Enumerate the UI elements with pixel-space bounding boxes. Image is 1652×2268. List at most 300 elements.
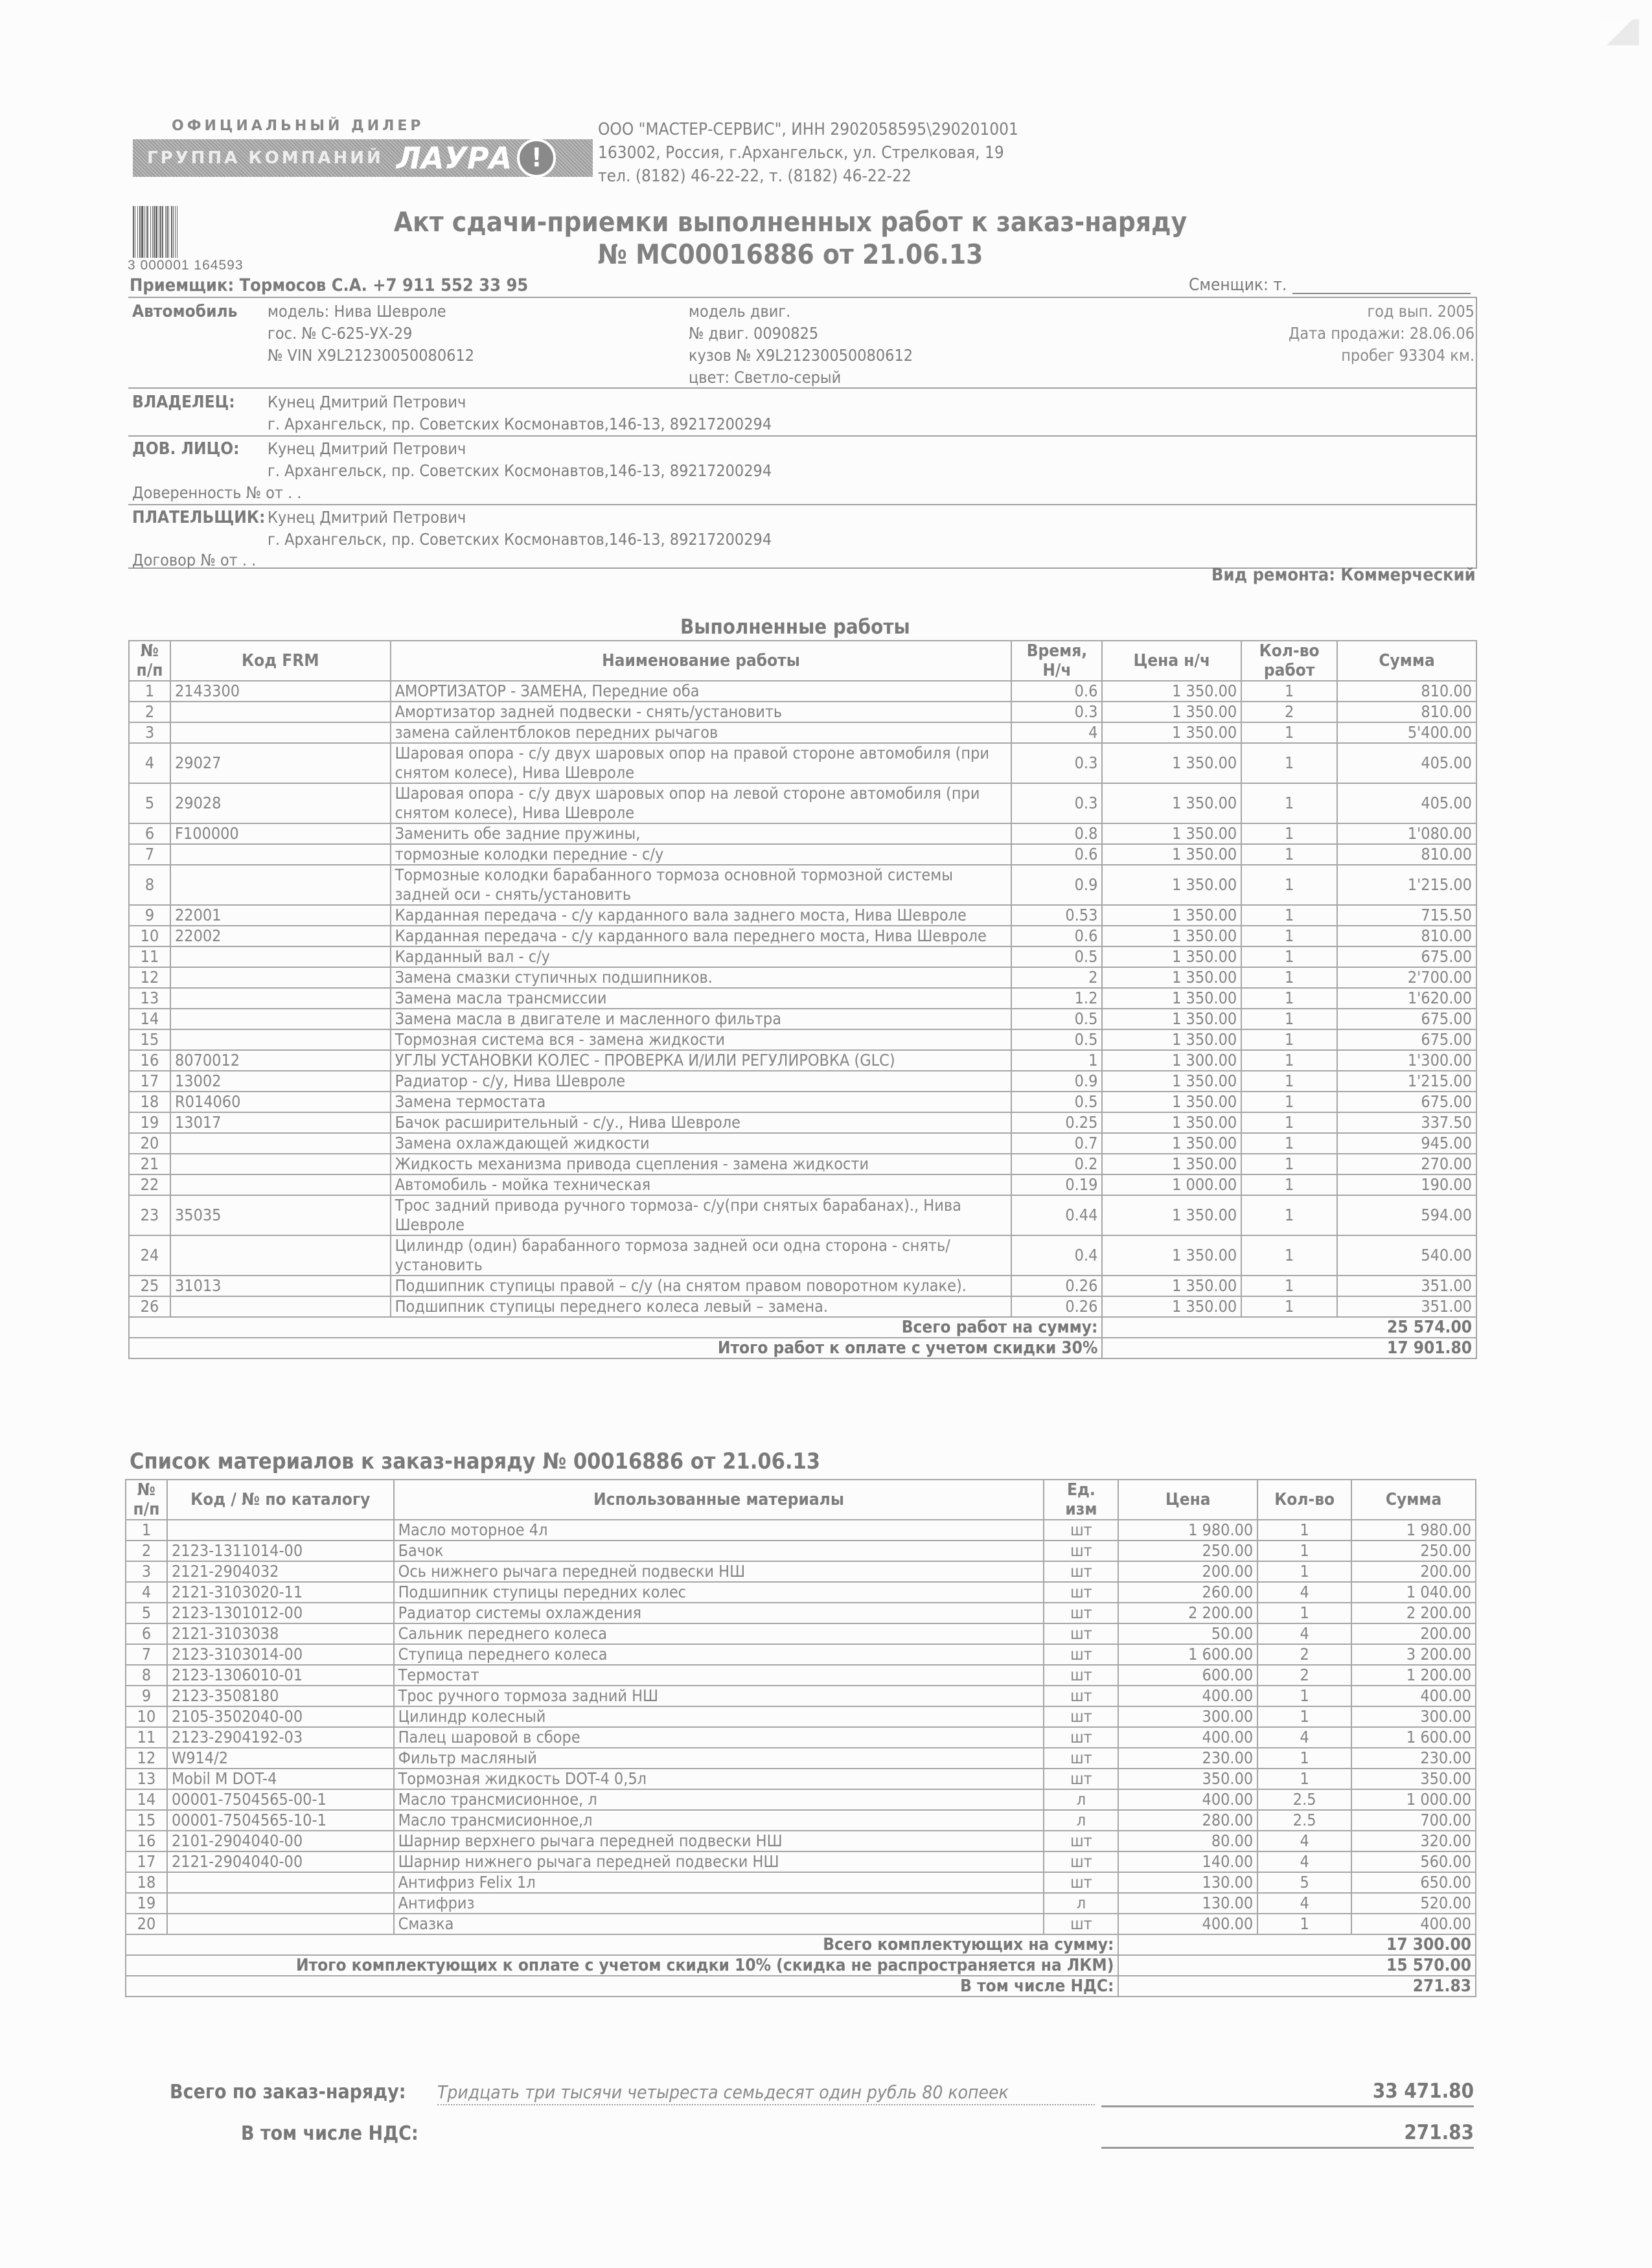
- materials-cell-code: [167, 1520, 394, 1541]
- works-cell-sum: 810.00: [1337, 681, 1476, 702]
- works-cell-sum: 715.50: [1337, 905, 1476, 926]
- works-row: [129, 1195, 1476, 1235]
- shifter-signature-line: [1292, 293, 1471, 294]
- works-cell-qty: 1: [1241, 1154, 1337, 1174]
- works-cell-name: Замена смазки ступичных подшипников.: [391, 967, 1012, 988]
- materials-cell-number: 8: [126, 1665, 167, 1686]
- works-cell-sum: 2'700.00: [1337, 967, 1476, 988]
- works-table: [128, 640, 1477, 1359]
- materials-cell-price: 350.00: [1118, 1769, 1257, 1789]
- works-cell-number: 5: [129, 783, 170, 823]
- works-cell-code: [170, 1296, 391, 1317]
- materials-cell-name: Тормозная жидкость DOT-4 0,5л: [394, 1769, 1044, 1789]
- works-cell-hours: 1.2: [1011, 988, 1102, 1009]
- materials-cell-name: Ступица переднего колеса: [394, 1644, 1044, 1665]
- works-row: [129, 1276, 1476, 1296]
- barcode-icon: [133, 206, 259, 258]
- works-cell-qty: 2: [1241, 702, 1337, 722]
- works-cell-qty: 1: [1241, 967, 1337, 988]
- materials-cell-qty: 1: [1257, 1706, 1351, 1727]
- materials-row: [126, 1810, 1476, 1831]
- col-header-number: № п/п: [126, 1480, 167, 1520]
- works-cell-name: Шаровая опора - с/у двух шаровых опор на левой стороне автомобиля (при снятом колесе), Нива Шевроле: [391, 783, 1012, 823]
- grand-total-label: Всего по заказ-наряду:: [170, 2081, 406, 2103]
- materials-cell-qty: 4: [1257, 1727, 1351, 1748]
- works-cell-qty: 1: [1241, 1195, 1337, 1235]
- materials-cell-code: [167, 1893, 394, 1914]
- vehicle-mileage: пробег 93304 км.: [1341, 346, 1474, 365]
- vehicle-model: модель: Нива Шевроле: [268, 302, 446, 321]
- works-cell-sum: 405.00: [1337, 783, 1476, 823]
- works-row: [129, 926, 1476, 946]
- materials-cell-unit: шт: [1044, 1561, 1118, 1582]
- materials-cell-qty: 1: [1257, 1748, 1351, 1769]
- works-cell-name: Замена масла трансмиссии: [391, 988, 1012, 1009]
- works-cell-sum: 351.00: [1337, 1276, 1476, 1296]
- materials-cell-unit: шт: [1044, 1914, 1118, 1934]
- materials-cell-unit: л: [1044, 1893, 1118, 1914]
- works-cell-number: 15: [129, 1029, 170, 1050]
- works-cell-rate: 1 350.00: [1102, 1195, 1241, 1235]
- works-cell-rate: 1 000.00: [1102, 1174, 1241, 1195]
- col-header-catalog-code: Код / № по каталогу: [167, 1480, 394, 1520]
- works-cell-hours: 0.53: [1011, 905, 1102, 926]
- works-cell-hours: 0.2: [1011, 1154, 1102, 1174]
- materials-cell-unit: шт: [1044, 1520, 1118, 1541]
- materials-cell-price: 50.00: [1118, 1623, 1257, 1644]
- grand-total-value: 33 471.80: [1101, 2079, 1474, 2107]
- materials-cell-price: 130.00: [1118, 1872, 1257, 1893]
- works-cell-qty: 1: [1241, 1112, 1337, 1133]
- works-cell-code: 2143300: [170, 681, 391, 702]
- works-row: [129, 823, 1476, 844]
- works-cell-code: [170, 1154, 391, 1174]
- materials-cell-unit: шт: [1044, 1727, 1118, 1748]
- works-row: [129, 702, 1476, 722]
- vehicle-owner-info-box: [128, 297, 1477, 569]
- works-cell-qty: 1: [1241, 946, 1337, 967]
- materials-cell-code: [167, 1872, 394, 1893]
- materials-cell-qty: 4: [1257, 1893, 1351, 1914]
- materials-cell-price: 600.00: [1118, 1665, 1257, 1686]
- works-cell-number: 20: [129, 1133, 170, 1154]
- works-cell-sum: 675.00: [1337, 1009, 1476, 1029]
- materials-cell-unit: шт: [1044, 1603, 1118, 1623]
- materials-cell-name: Трос ручного тормоза задний НШ: [394, 1686, 1044, 1706]
- works-cell-sum: 810.00: [1337, 844, 1476, 865]
- works-cell-qty: 1: [1241, 1009, 1337, 1029]
- repair-type: Вид ремонта: Коммерческий: [1211, 565, 1476, 585]
- works-cell-sum: 351.00: [1337, 1296, 1476, 1317]
- works-cell-code: F100000: [170, 823, 391, 844]
- works-cell-name: Жидкость механизма привода сцепления - замена жидкости: [391, 1154, 1012, 1174]
- works-cell-qty: 1: [1241, 743, 1337, 783]
- works-cell-rate: 1 350.00: [1102, 1092, 1241, 1112]
- materials-cell-name: Подшипник ступицы передних колес: [394, 1582, 1044, 1603]
- materials-cell-unit: шт: [1044, 1582, 1118, 1603]
- works-cell-name: тормозные колодки передние - с/у: [391, 844, 1012, 865]
- works-cell-hours: 0.5: [1011, 1092, 1102, 1112]
- materials-cell-sum: 350.00: [1351, 1769, 1476, 1789]
- works-cell-code: 29027: [170, 743, 391, 783]
- works-cell-rate: 1 350.00: [1102, 1276, 1241, 1296]
- works-cell-qty: 1: [1241, 1133, 1337, 1154]
- divider: [128, 387, 1476, 389]
- works-row: [129, 844, 1476, 865]
- works-cell-rate: 1 300.00: [1102, 1050, 1241, 1071]
- logo-exclamation-icon: !: [517, 139, 556, 178]
- logo-brand-text: ЛАУРА: [396, 141, 512, 176]
- works-cell-hours: 0.3: [1011, 783, 1102, 823]
- works-row: [129, 783, 1476, 823]
- works-cell-name: УГЛЫ УСТАНОВКИ КОЛЕС - ПРОВЕРКА И/ИЛИ РЕГУЛИРОВКА (GLC): [391, 1050, 1012, 1071]
- works-cell-code: 22001: [170, 905, 391, 926]
- materials-cell-name: Палец шаровой в сборе: [394, 1727, 1044, 1748]
- works-cell-name: замена сайлентблоков передних рычагов: [391, 722, 1012, 743]
- materials-cell-sum: 650.00: [1351, 1872, 1476, 1893]
- works-cell-hours: 0.8: [1011, 823, 1102, 844]
- works-cell-qty: 1: [1241, 1071, 1337, 1092]
- materials-cell-sum: 1 980.00: [1351, 1520, 1476, 1541]
- works-cell-number: 23: [129, 1195, 170, 1235]
- works-cell-code: [170, 844, 391, 865]
- materials-cell-name: Антифриз Felix 1л: [394, 1872, 1044, 1893]
- materials-cell-name: Масло трансмисионное,л: [394, 1810, 1044, 1831]
- works-cell-number: 17: [129, 1071, 170, 1092]
- trustee-address: г. Архангельск, пр. Советских Космонавтов,146-13, 89217200294: [268, 461, 772, 480]
- works-cell-code: [170, 988, 391, 1009]
- works-cell-hours: 0.9: [1011, 865, 1102, 905]
- divider: [128, 435, 1476, 437]
- materials-cell-code: 2121-3103020-11: [167, 1582, 394, 1603]
- materials-cell-code: 2123-2904192-03: [167, 1727, 394, 1748]
- materials-cell-price: 80.00: [1118, 1831, 1257, 1851]
- works-cell-number: 22: [129, 1174, 170, 1195]
- works-cell-code: R014060: [170, 1092, 391, 1112]
- works-cell-name: Карданная передача - с/у карданного вала заднего моста, Нива Шевроле: [391, 905, 1012, 926]
- materials-cell-qty: 4: [1257, 1851, 1351, 1872]
- works-cell-qty: 1: [1241, 722, 1337, 743]
- materials-cell-price: 400.00: [1118, 1789, 1257, 1810]
- materials-cell-name: Шарнир нижнего рычага передней подвески НШ: [394, 1851, 1044, 1872]
- works-header-row: [129, 641, 1476, 681]
- materials-cell-number: 17: [126, 1851, 167, 1872]
- materials-cell-code: 2121-2904032: [167, 1561, 394, 1582]
- document-title-line2: № МС00016886 от 21.06.13: [597, 238, 983, 270]
- works-cell-hours: 0.26: [1011, 1276, 1102, 1296]
- materials-row: [126, 1872, 1476, 1893]
- materials-cell-name: Фильтр масляный: [394, 1748, 1044, 1769]
- works-cell-sum: 594.00: [1337, 1195, 1476, 1235]
- works-cell-rate: 1 350.00: [1102, 926, 1241, 946]
- company-details: [598, 118, 1018, 188]
- materials-cell-price: 130.00: [1118, 1893, 1257, 1914]
- works-row: [129, 967, 1476, 988]
- materials-row: [126, 1686, 1476, 1706]
- works-cell-rate: 1 350.00: [1102, 1235, 1241, 1276]
- engine-number: № двиг. 0090825: [689, 324, 819, 343]
- works-cell-name: Подшипник ступицы переднего колеса левый – замена.: [391, 1296, 1012, 1317]
- works-cell-rate: 1 350.00: [1102, 823, 1241, 844]
- works-cell-qty: 1: [1241, 988, 1337, 1009]
- works-cell-qty: 1: [1241, 1029, 1337, 1050]
- receiver-info: Приемщик: Тормосов С.А. +7 911 552 33 95: [130, 275, 529, 295]
- materials-cell-code: 2123-1311014-00: [167, 1541, 394, 1561]
- vehicle-vin: № VIN X9L21230050080612: [268, 346, 475, 365]
- works-cell-name: Амортизатор задней подвески - снять/установить: [391, 702, 1012, 722]
- materials-row: [126, 1831, 1476, 1851]
- materials-cell-qty: 2.5: [1257, 1810, 1351, 1831]
- materials-cell-code: 00001-7504565-00-1: [167, 1789, 394, 1810]
- works-cell-rate: 1 350.00: [1102, 1133, 1241, 1154]
- works-cell-code: 35035: [170, 1195, 391, 1235]
- works-row: [129, 1154, 1476, 1174]
- materials-cell-number: 18: [126, 1872, 167, 1893]
- materials-cell-code: Mobil M DOT-4: [167, 1769, 394, 1789]
- document-title: [304, 206, 1276, 271]
- works-cell-sum: 945.00: [1337, 1133, 1476, 1154]
- vehicle-sale-date: Дата продажи: 28.06.06: [1288, 324, 1474, 343]
- works-cell-name: Трос задний привода ручного тормоза- с/у(при снятых барабанах)., Нива Шевроле: [391, 1195, 1012, 1235]
- materials-cell-qty: 1: [1257, 1603, 1351, 1623]
- vehicle-plate: гос. № С-625-УХ-29: [268, 324, 413, 343]
- works-discount-value: 17 901.80: [1102, 1338, 1476, 1358]
- materials-cell-name: Термостат: [394, 1665, 1044, 1686]
- works-cell-qty: 1: [1241, 865, 1337, 905]
- works-row: [129, 905, 1476, 926]
- proxy-info: Доверенность № от . .: [132, 483, 302, 502]
- materials-cell-unit: шт: [1044, 1831, 1118, 1851]
- works-row: [129, 743, 1476, 783]
- works-cell-hours: 0.5: [1011, 1009, 1102, 1029]
- materials-cell-name: Антифриз: [394, 1893, 1044, 1914]
- works-cell-rate: 1 350.00: [1102, 1071, 1241, 1092]
- works-cell-number: 2: [129, 702, 170, 722]
- works-cell-code: [170, 946, 391, 967]
- works-cell-code: [170, 967, 391, 988]
- works-cell-number: 19: [129, 1112, 170, 1133]
- works-cell-code: [170, 1235, 391, 1276]
- materials-cell-sum: 320.00: [1351, 1831, 1476, 1851]
- works-cell-hours: 0.9: [1011, 1071, 1102, 1092]
- materials-discount-label: Итого комплектующих к оплате с учетом скидки 10% (скидка не распространяется на ЛКМ): [126, 1955, 1118, 1976]
- materials-cell-unit: л: [1044, 1810, 1118, 1831]
- materials-row: [126, 1665, 1476, 1686]
- works-cell-name: Бачок расширительный - с/у., Нива Шевроле: [391, 1112, 1012, 1133]
- works-row: [129, 1133, 1476, 1154]
- works-cell-rate: 1 350.00: [1102, 681, 1241, 702]
- works-cell-code: 31013: [170, 1276, 391, 1296]
- works-row: [129, 1296, 1476, 1317]
- materials-cell-price: 1 600.00: [1118, 1644, 1257, 1665]
- works-cell-rate: 1 350.00: [1102, 946, 1241, 967]
- works-cell-rate: 1 350.00: [1102, 722, 1241, 743]
- works-cell-code: [170, 865, 391, 905]
- materials-cell-name: Бачок: [394, 1541, 1044, 1561]
- works-discount-row: [129, 1338, 1476, 1358]
- materials-row: [126, 1520, 1476, 1541]
- materials-cell-qty: 1: [1257, 1541, 1351, 1561]
- materials-cell-name: Ось нижнего рычага передней подвески НШ: [394, 1561, 1044, 1582]
- works-cell-sum: 810.00: [1337, 702, 1476, 722]
- works-cell-qty: 1: [1241, 823, 1337, 844]
- materials-row: [126, 1727, 1476, 1748]
- barcode-bar: [178, 206, 179, 258]
- materials-cell-sum: 200.00: [1351, 1623, 1476, 1644]
- works-row: [129, 988, 1476, 1009]
- materials-cell-number: 3: [126, 1561, 167, 1582]
- works-cell-code: 8070012: [170, 1050, 391, 1071]
- col-header-name: Наименование работы: [391, 641, 1012, 681]
- vehicle-label: Автомобиль: [132, 302, 238, 321]
- works-cell-sum: 1'300.00: [1337, 1050, 1476, 1071]
- materials-cell-name: Масло моторное 4л: [394, 1520, 1044, 1541]
- works-cell-name: Тормозная система вся - замена жидкости: [391, 1029, 1012, 1050]
- materials-row: [126, 1561, 1476, 1582]
- contract-info: Договор № от . .: [132, 551, 257, 569]
- materials-cell-number: 10: [126, 1706, 167, 1727]
- col-header-code: Код FRM: [170, 641, 391, 681]
- materials-row: [126, 1603, 1476, 1623]
- works-cell-sum: 810.00: [1337, 926, 1476, 946]
- works-cell-name: Заменить обе задние пружины,: [391, 823, 1012, 844]
- company-name-line: ООО "МАСТЕР-СЕРВИС", ИНН 2902058595\290201001: [598, 120, 1018, 139]
- materials-row: [126, 1644, 1476, 1665]
- materials-cell-qty: 2: [1257, 1644, 1351, 1665]
- grand-vat-value: 271.83: [1101, 2121, 1474, 2149]
- materials-cell-price: 400.00: [1118, 1686, 1257, 1706]
- company-logo: [133, 139, 593, 177]
- materials-cell-number: 9: [126, 1686, 167, 1706]
- works-row: [129, 1071, 1476, 1092]
- materials-cell-code: [167, 1914, 394, 1934]
- works-cell-sum: 675.00: [1337, 1092, 1476, 1112]
- materials-cell-unit: шт: [1044, 1748, 1118, 1769]
- materials-cell-number: 15: [126, 1810, 167, 1831]
- works-total-value: 25 574.00: [1102, 1317, 1476, 1338]
- materials-row: [126, 1748, 1476, 1769]
- works-cell-number: 6: [129, 823, 170, 844]
- materials-row: [126, 1789, 1476, 1810]
- owner-label: ВЛАДЕЛЕЦ:: [132, 393, 235, 412]
- works-cell-hours: 4: [1011, 722, 1102, 743]
- body-number: кузов № X9L21230050080612: [689, 346, 913, 365]
- works-cell-sum: 540.00: [1337, 1235, 1476, 1276]
- works-cell-rate: 1 350.00: [1102, 988, 1241, 1009]
- works-cell-code: [170, 1133, 391, 1154]
- materials-cell-name: Радиатор системы охлаждения: [394, 1603, 1044, 1623]
- materials-cell-name: Смазка: [394, 1914, 1044, 1934]
- materials-vat-label: В том числе НДС:: [126, 1976, 1118, 1997]
- works-cell-sum: 405.00: [1337, 743, 1476, 783]
- works-cell-number: 8: [129, 865, 170, 905]
- works-cell-rate: 1 350.00: [1102, 967, 1241, 988]
- works-row: [129, 1029, 1476, 1050]
- works-cell-number: 25: [129, 1276, 170, 1296]
- owner-name: Кунец Дмитрий Петрович: [268, 393, 466, 411]
- materials-cell-qty: 4: [1257, 1582, 1351, 1603]
- materials-cell-price: 300.00: [1118, 1706, 1257, 1727]
- materials-discount-row: [126, 1955, 1476, 1976]
- owner-address: г. Архангельск, пр. Советских Космонавтов,146-13, 89217200294: [268, 415, 772, 433]
- works-cell-sum: 1'215.00: [1337, 865, 1476, 905]
- materials-cell-code: 2121-3103038: [167, 1623, 394, 1644]
- works-total-row: [129, 1317, 1476, 1338]
- materials-cell-number: 19: [126, 1893, 167, 1914]
- works-cell-sum: 1'080.00: [1337, 823, 1476, 844]
- works-cell-code: [170, 1174, 391, 1195]
- materials-cell-unit: шт: [1044, 1872, 1118, 1893]
- works-cell-number: 16: [129, 1050, 170, 1071]
- materials-cell-name: Масло трансмисионное, л: [394, 1789, 1044, 1810]
- works-cell-qty: 1: [1241, 905, 1337, 926]
- works-cell-sum: 190.00: [1337, 1174, 1476, 1195]
- works-cell-qty: 1: [1241, 1276, 1337, 1296]
- document-title-line1: Акт сдачи-приемки выполненных работ к заказ-наряду: [393, 206, 1187, 238]
- works-cell-rate: 1 350.00: [1102, 702, 1241, 722]
- materials-cell-qty: 1: [1257, 1914, 1351, 1934]
- company-phone-line: тел. (8182) 46-22-22, т. (8182) 46-22-22: [598, 166, 912, 186]
- materials-cell-unit: шт: [1044, 1851, 1118, 1872]
- materials-cell-sum: 3 200.00: [1351, 1644, 1476, 1665]
- works-cell-number: 24: [129, 1235, 170, 1276]
- works-cell-hours: 0.19: [1011, 1174, 1102, 1195]
- materials-cell-number: 16: [126, 1831, 167, 1851]
- materials-cell-sum: 230.00: [1351, 1748, 1476, 1769]
- works-cell-hours: 0.4: [1011, 1235, 1102, 1276]
- materials-cell-price: 200.00: [1118, 1561, 1257, 1582]
- materials-cell-code: W914/2: [167, 1748, 394, 1769]
- works-cell-rate: 1 350.00: [1102, 844, 1241, 865]
- works-cell-name: Замена термостата: [391, 1092, 1012, 1112]
- works-cell-qty: 1: [1241, 1296, 1337, 1317]
- works-cell-number: 13: [129, 988, 170, 1009]
- grand-total-words: Тридцать три тысячи четыреста семьдесят один рубль 80 копеек: [437, 2081, 1095, 2105]
- works-cell-sum: 1'215.00: [1337, 1071, 1476, 1092]
- works-cell-rate: 1 350.00: [1102, 783, 1241, 823]
- works-cell-rate: 1 350.00: [1102, 865, 1241, 905]
- col-header-rate: Цена н/ч: [1102, 641, 1241, 681]
- works-cell-rate: 1 350.00: [1102, 905, 1241, 926]
- works-cell-rate: 1 350.00: [1102, 1154, 1241, 1174]
- materials-cell-price: 1 980.00: [1118, 1520, 1257, 1541]
- works-cell-sum: 675.00: [1337, 946, 1476, 967]
- col-header-price: Цена: [1118, 1480, 1257, 1520]
- company-address-line: 163002, Россия, г.Архангельск, ул. Стрелковая, 19: [598, 143, 1004, 163]
- materials-cell-price: 400.00: [1118, 1727, 1257, 1748]
- works-cell-name: Радиатор - с/у, Нива Шевроле: [391, 1071, 1012, 1092]
- works-cell-name: Цилиндр (один) барабанного тормоза задней оси одна сторона - снять/установить: [391, 1235, 1012, 1276]
- materials-cell-code: 00001-7504565-10-1: [167, 1810, 394, 1831]
- works-cell-hours: 0.6: [1011, 926, 1102, 946]
- materials-discount-value: 15 570.00: [1118, 1955, 1476, 1976]
- materials-row: [126, 1623, 1476, 1644]
- materials-cell-price: 400.00: [1118, 1914, 1257, 1934]
- works-cell-hours: 0.7: [1011, 1133, 1102, 1154]
- materials-cell-code: 2101-2904040-00: [167, 1831, 394, 1851]
- works-cell-hours: 0.5: [1011, 946, 1102, 967]
- materials-cell-price: 2 200.00: [1118, 1603, 1257, 1623]
- materials-cell-unit: шт: [1044, 1665, 1118, 1686]
- materials-header-row: [126, 1480, 1476, 1520]
- works-cell-hours: 0.6: [1011, 681, 1102, 702]
- engine-model: модель двиг.: [689, 302, 791, 321]
- materials-cell-price: 230.00: [1118, 1748, 1257, 1769]
- works-row: [129, 865, 1476, 905]
- materials-cell-price: 260.00: [1118, 1582, 1257, 1603]
- materials-row: [126, 1769, 1476, 1789]
- works-cell-hours: 0.3: [1011, 702, 1102, 722]
